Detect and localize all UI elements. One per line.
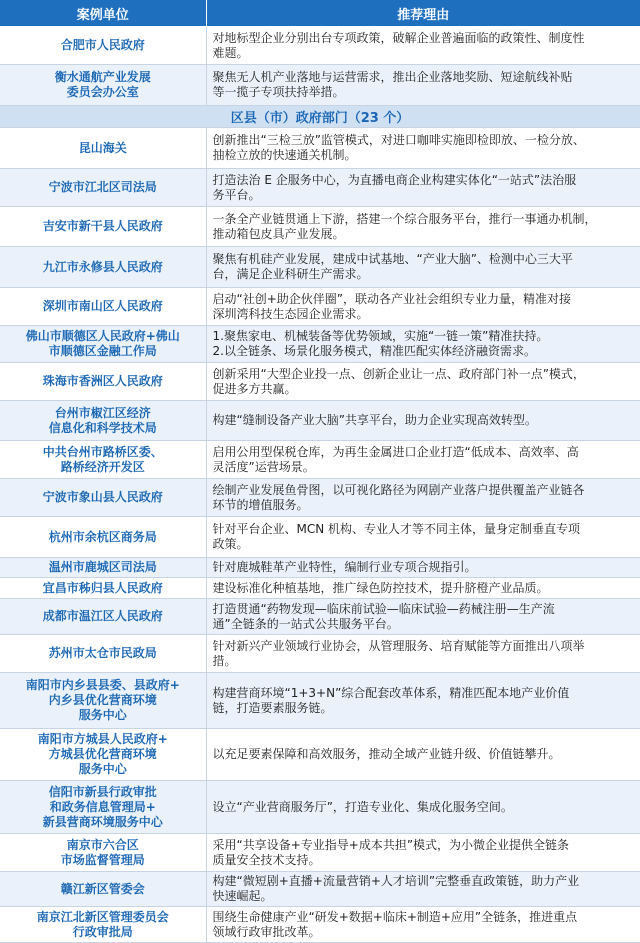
case-reason-line: 链，打造要素服务链。 xyxy=(212,700,333,715)
case-unit-line: 服务中心 xyxy=(78,762,127,776)
case-reason xyxy=(206,729,640,781)
case-unit xyxy=(0,558,206,578)
case-unit-line: 衡水通航产业发展 xyxy=(54,70,151,84)
case-unit-line: 行政审批局 xyxy=(72,924,133,939)
case-unit-line: 温州市鹿城区司法局 xyxy=(48,560,157,574)
table-row xyxy=(0,673,640,729)
case-reason xyxy=(206,578,640,599)
section-label: 区县（市）政府部门（23 个） xyxy=(0,106,640,128)
table-row xyxy=(0,65,640,106)
case-unit-line: 九江市永修县人民政府 xyxy=(42,259,163,274)
case-unit xyxy=(0,479,206,517)
case-reason xyxy=(206,247,640,288)
table-row xyxy=(0,401,640,441)
case-reason-line: 针对新兴产业领域行业协会，从管理服务、培育赋能等方面推出八项举 xyxy=(212,638,585,653)
case-reason xyxy=(206,363,640,401)
case-unit xyxy=(0,673,206,729)
case-reason-line: 台，满足企业科研生产需求。 xyxy=(212,267,369,281)
table-row xyxy=(0,517,640,558)
case-reason-line: 质量安全技术支持。 xyxy=(212,852,321,867)
case-unit xyxy=(0,207,206,247)
case-unit xyxy=(0,872,206,907)
table-row xyxy=(0,834,640,872)
case-reason-line: 2.以全链条、场景化服务模式，精准匹配实体经济融资需求。 xyxy=(212,344,536,358)
case-unit-line: 深圳市南山区人民政府 xyxy=(42,299,163,313)
case-reason xyxy=(206,673,640,729)
case-reason-line: 一条全产业链贯通上下游，搭建一个综合服务平台，推行一事通办机制， xyxy=(212,211,597,226)
case-unit-line: 南阳市内乡县县委、县政府+ xyxy=(25,678,180,692)
case-reason-line: 构建“缝制设备产业大脑”共享平台，助力企业实现高效转型。 xyxy=(212,413,537,427)
case-reason xyxy=(206,65,640,106)
case-reason-line: 打造贯通“药物发现—临床前试验—临床试验—药械注册—生产流 xyxy=(212,601,555,616)
case-reason-line: 领域行政审批改革。 xyxy=(212,924,321,939)
case-reason-line: 1.聚焦家电、机械装备等优势领域，实施“一链一策”精准扶持。 xyxy=(212,329,549,343)
table-row xyxy=(0,128,640,169)
case-reason-line: 构建营商环境“1+3+N”综合配套改革体系，精准匹配本地产业价值 xyxy=(212,685,570,700)
case-unit-line: 成都市温江区人民政府 xyxy=(42,609,163,623)
case-unit xyxy=(0,635,206,673)
case-reason-line: 构建“微短剧+直播+流量营销+人才培训”完整垂直政策链，助力产业 xyxy=(212,874,580,888)
case-unit-line: 台州市椒江区经济 xyxy=(54,405,151,420)
case-reason xyxy=(206,599,640,635)
case-reason-line: 抽检立放的快速通关机制。 xyxy=(212,148,357,162)
case-unit xyxy=(0,363,206,401)
case-reason xyxy=(206,517,640,558)
table-row xyxy=(0,599,640,635)
table-row xyxy=(0,326,640,363)
case-reason-line: 设立“产业营商服务厅”，打造专业化、集成化服务空间。 xyxy=(212,799,513,814)
case-reason-line: 促进多方共赢。 xyxy=(212,381,297,396)
case-unit xyxy=(0,729,206,781)
case-unit xyxy=(0,599,206,635)
case-unit-line: 珠海市香洲区人民政府 xyxy=(42,374,163,388)
case-reason-line: 快速崛起。 xyxy=(212,889,273,903)
table-header-row xyxy=(0,0,640,27)
case-unit-line: 宁波市象山县人民政府 xyxy=(42,490,163,504)
case-reason-line: 打造法治 E 企服务中心，为直播电商企业构建实体化“一站式”法治服 xyxy=(212,172,577,187)
case-reason-line: 启动“社创+助企伙伴圈”，联动各产业社会组织专业力量，精准对接 xyxy=(212,291,571,306)
case-reason xyxy=(206,288,640,326)
header-unit: 案例单位 xyxy=(0,0,206,27)
case-unit-line: 中共台州市路桥区委、 xyxy=(42,444,163,459)
case-reason-line: 以充足要素保障和高效服务，推动全域产业链升级、价值链攀升。 xyxy=(212,747,561,761)
case-unit xyxy=(0,401,206,441)
case-reason-line: 政策。 xyxy=(212,537,249,551)
case-reason xyxy=(206,872,640,907)
case-unit-line: 宜昌市秭归县人民政府 xyxy=(42,580,163,595)
table-row xyxy=(0,207,640,247)
county-rows xyxy=(0,128,640,943)
case-unit-line: 服务中心 xyxy=(78,708,127,722)
case-unit-line: 委员会办公室 xyxy=(66,85,139,99)
case-reason xyxy=(206,169,640,207)
table-row xyxy=(0,27,640,65)
case-reason xyxy=(206,27,640,65)
case-unit-line: 市场监督管理局 xyxy=(60,852,145,867)
case-unit-line: 苏州市太仓市民政局 xyxy=(48,646,157,660)
case-unit-line: 赣江新区管委会 xyxy=(60,881,145,896)
header-reason: 推荐理由 xyxy=(206,0,640,27)
case-reason-line: 难题。 xyxy=(212,45,249,60)
table-row xyxy=(0,247,640,288)
case-unit-line: 南阳市方城县人民政府+ xyxy=(37,732,168,746)
table-row xyxy=(0,479,640,517)
case-reason-line: 环节的增值服务。 xyxy=(212,497,309,512)
case-unit-line: 内乡县优化营商环境 xyxy=(48,693,157,707)
case-unit-line: 信阳市新县行政审批 xyxy=(48,784,157,799)
case-unit xyxy=(0,578,206,599)
case-unit xyxy=(0,288,206,326)
case-reason-line: 措。 xyxy=(212,653,237,668)
case-reason-line: 绘制产业发展鱼骨图，以可视化路径为网剧产业落户提供覆盖产业链各 xyxy=(212,482,585,497)
case-unit-line: 吉安市新干县人民政府 xyxy=(42,219,163,233)
case-unit-line: 新县营商环境服务中心 xyxy=(42,814,163,829)
case-reason xyxy=(206,401,640,441)
case-unit xyxy=(0,247,206,288)
table-row xyxy=(0,872,640,907)
section-row xyxy=(0,106,640,128)
table-row xyxy=(0,729,640,781)
case-unit-line: 宁波市江北区司法局 xyxy=(48,180,157,194)
case-unit-line: 南京市六合区 xyxy=(66,837,139,852)
case-reason-line: 启用公用型保税仓库，为再生金属进口企业打造“低成本、高效率、高 xyxy=(212,444,579,459)
case-reason-line: 通”全链条的一站式公共服务平台。 xyxy=(212,616,399,631)
top-rows xyxy=(0,27,640,106)
case-unit-line: 合肥市人民政府 xyxy=(60,38,145,52)
case-unit xyxy=(0,128,206,169)
case-reason-line: 务平台。 xyxy=(212,187,261,202)
case-unit-line: 南京江北新区管理委员会 xyxy=(36,909,169,924)
case-unit xyxy=(0,441,206,479)
case-reason-line: 推动箱包皮具产业发展。 xyxy=(212,226,345,241)
case-unit xyxy=(0,517,206,558)
table-row xyxy=(0,907,640,943)
case-unit xyxy=(0,169,206,207)
case-reason-line: 深圳湾科技生态园企业需求。 xyxy=(212,306,369,321)
case-reason-line: 围绕生命健康产业“研发+数据+临床+制造+应用”全链条，推进重点 xyxy=(212,909,578,924)
case-reason xyxy=(206,907,640,943)
case-reason-line: 聚焦有机硅产业发展，建成中试基地、“产业大脑”、检测中心三大平 xyxy=(212,252,573,266)
case-reason xyxy=(206,558,640,578)
table-row xyxy=(0,288,640,326)
case-reason-line: 对地标型企业分别出台专项政策，破解企业普遍面临的政策性、制度性 xyxy=(212,30,585,45)
case-reason xyxy=(206,326,640,363)
case-reason-line: 聚焦无人机产业落地与运营需求，推出企业落地奖励、短途航线补贴 xyxy=(212,70,573,84)
table-row xyxy=(0,558,640,578)
case-unit xyxy=(0,781,206,834)
case-unit-line: 市顺德区金融工作局 xyxy=(48,344,157,358)
table-row xyxy=(0,781,640,834)
case-reason-line: 灵活度”运营场景。 xyxy=(212,459,315,474)
case-unit-line: 昆山海关 xyxy=(78,140,127,155)
case-unit-line: 和政务信息管理局+ xyxy=(49,799,156,814)
case-reason xyxy=(206,441,640,479)
section-row-group xyxy=(0,106,640,128)
case-reason-line: 创新推出“三检三放”监管模式，对进口咖啡实施即检即放、一检分放、 xyxy=(212,133,585,147)
case-reason-line: 针对鹿城鞋革产业特性，编制行业专项合规指引。 xyxy=(212,560,477,574)
case-unit-line: 杭州市余杭区商务局 xyxy=(48,529,157,544)
case-reason xyxy=(206,128,640,169)
case-unit-line: 路桥经济开发区 xyxy=(60,459,145,474)
table-row xyxy=(0,578,640,599)
case-unit-line: 佛山市顺德区人民政府+佛山 xyxy=(25,329,180,343)
table-row xyxy=(0,441,640,479)
case-reason-line: 针对平台企业、MCN 机构、专业人才等不同主体，量身定制垂直专项 xyxy=(212,522,581,536)
case-reason-line: 建设标准化种植基地，推广绿色防控技术，提升脐橙产业品质。 xyxy=(212,580,549,595)
case-reason-line: 采用“共享设备+专业指导+成本共担”模式，为小微企业提供全链条 xyxy=(212,837,570,852)
case-reason xyxy=(206,635,640,673)
case-unit xyxy=(0,834,206,872)
case-reason-line: 等一揽子专项扶持举措。 xyxy=(212,85,345,99)
case-reason-line: 创新采用“大型企业投一点、创新企业让一点、政府部门补一点”模式， xyxy=(212,366,585,381)
case-reason xyxy=(206,781,640,834)
case-reason xyxy=(206,834,640,872)
case-unit xyxy=(0,326,206,363)
case-unit xyxy=(0,65,206,106)
case-reason xyxy=(206,479,640,517)
table-row xyxy=(0,169,640,207)
case-unit-line: 信息化和科学技术局 xyxy=(48,420,157,435)
table-row xyxy=(0,635,640,673)
case-unit xyxy=(0,27,206,65)
case-unit-line: 方城县优化营商环境 xyxy=(48,747,157,761)
case-reason xyxy=(206,207,640,247)
case-unit xyxy=(0,907,206,943)
table-row xyxy=(0,363,640,401)
